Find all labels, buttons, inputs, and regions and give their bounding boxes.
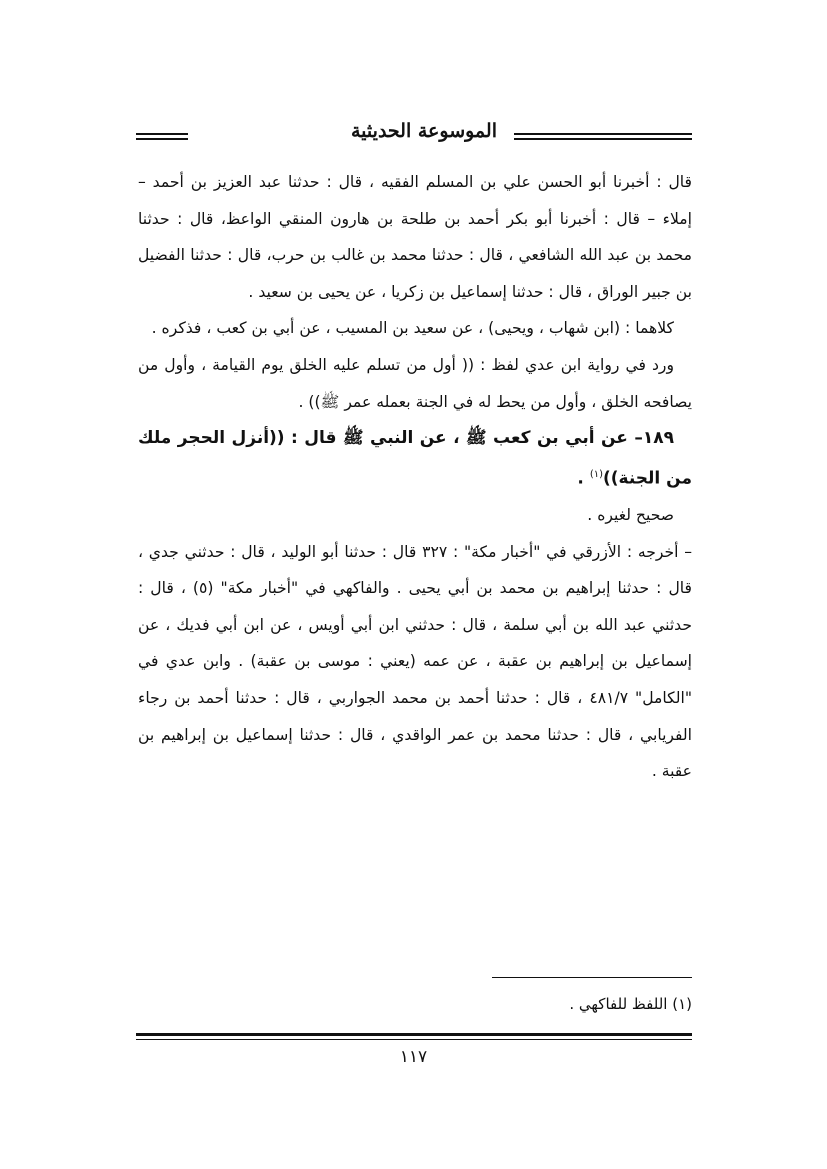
ibn-adi-paragraph: ورد في رواية ابن عدي لفظ : (( أول من تسلم عليه الخلق يوم القيامة ، وأول من يصافحه الخلق ، وأول من يحط له في الجنة بعمله عمر ﷺ)) . bbox=[138, 355, 692, 411]
hadith-text: ١٨٩– عن أبي بن كعب ﷺ ، عن النبي ﷺ قال : ((أنزل الحجر ملك من الجنة)) bbox=[138, 428, 692, 489]
hadith-heading bbox=[138, 420, 692, 497]
page-number: ١١٧ bbox=[399, 1047, 428, 1067]
footnote-separator bbox=[492, 977, 692, 978]
hadith-grade: صحيح لغيره . bbox=[587, 506, 674, 524]
footer-rule bbox=[136, 1033, 692, 1040]
main-text bbox=[138, 164, 692, 790]
header-rule-right bbox=[514, 133, 692, 140]
footnote: (١) اللفظ للفاكهي . bbox=[569, 995, 692, 1013]
page-header bbox=[136, 120, 692, 154]
both-paragraph: كلاهما : (ابن شهاب ، ويحيى) ، عن سعيد بن المسيب ، عن أبي بن كعب ، فذكره . bbox=[151, 319, 674, 338]
takhrij-paragraph: – أخرجه : الأزرقي في "أخبار مكة" : ٣٢٧ قال : حدثنا أبو الوليد ، قال : حدثني جدي ، قال : حدثنا إبراهيم بن محمد بن أبي يحيى . والفاكهي في "أخبار مكة" (٥) ، قال : حدثني عبد الله بن أبي سلمة ، قال : حدثني ابن أبي أويس ، عن ابن أبي فديك ، عن إسماعيل بن إبراهيم بن عقبة ، عن عمه (يعني : موسى بن عقبة) . وابن عدي في "الكامل" ٤٨١/٧ ، قال : حدثنا أحمد بن محمد الجواربي ، قال : حدثنا أحمد بن رجاء الفريابي ، قال : حدثنا محمد بن عمر الواقدي ، قال : حدثنا إسماعيل بن إبراهيم بن عقبة . bbox=[138, 542, 692, 781]
isnad-paragraph: قال : أخبرنا أبو الحسن علي بن المسلم الفقيه ، قال : حدثنا عبد العزيز بن أحمد – إملاء – قال : أخبرنا أبو بكر أحمد بن طلحة بن هارون المنقي الواعظ، قال : حدثنا محمد بن عبد الله الشافعي ، قال : حدثنا محمد بن غالب بن حرب، قال : حدثنا الفضيل بن جبير الوراق ، قال : حدثنا إسماعيل بن زكريا ، عن يحيى بن سعيد . bbox=[138, 173, 692, 301]
footnote-ref: (١) bbox=[589, 468, 603, 480]
header-rule-left bbox=[136, 133, 188, 140]
book-title: الموسوعة الحديثية bbox=[351, 120, 497, 142]
hadith-end: . bbox=[577, 468, 590, 489]
